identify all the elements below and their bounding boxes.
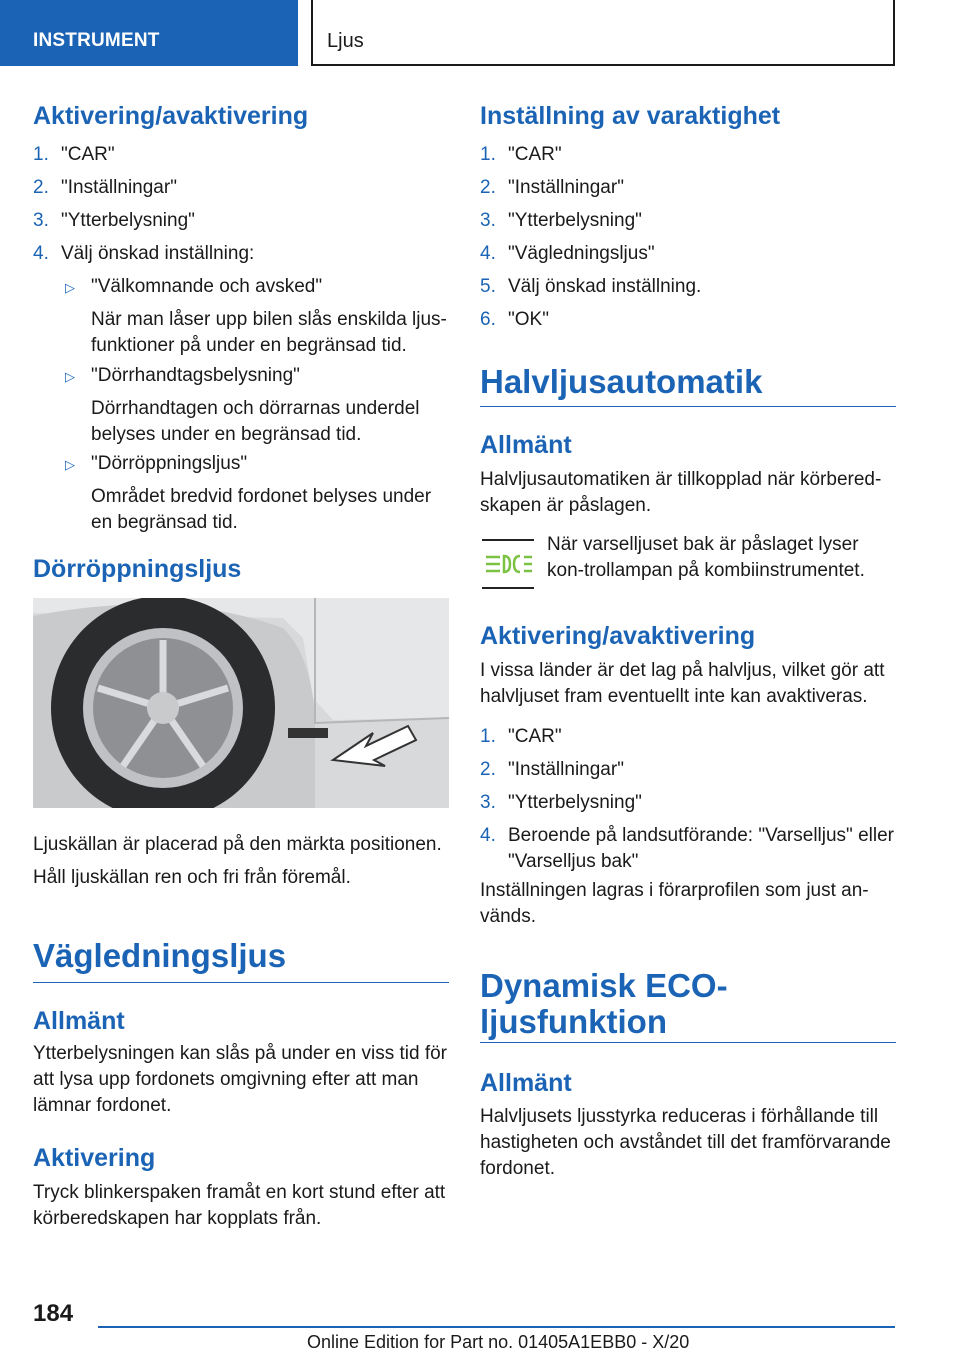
daytime-running-light-icon: [480, 536, 536, 592]
auto-low-activation-heading: Aktivering/avaktivering: [480, 622, 756, 650]
auto-low-heading: Halvljusautomatik: [480, 363, 763, 400]
eco-heading-line-2: ljusfunktion: [480, 1003, 667, 1040]
heading-rule: [480, 406, 896, 407]
eco-heading-line-1: Dynamisk ECO-: [480, 967, 728, 1004]
chapter-title: Ljus: [327, 30, 364, 52]
triangle-right-icon: ▷: [65, 457, 75, 472]
section-tab: [0, 0, 298, 66]
guide-light-heading: Vägledningsljus: [33, 937, 287, 974]
edition-footer: Online Edition for Part no. 01405A1EBB0 - X/20: [307, 1332, 690, 1352]
auto-low-general-text: Halvljusautomatiken är tillkopplad när körbered-skapen är påslagen.: [480, 469, 882, 517]
section-title: INSTRUMENT: [33, 30, 160, 51]
auto-low-note: Inställningen lagras i förarprofilen som just an-vänds.: [480, 880, 869, 928]
heading-rule: [33, 982, 449, 983]
guide-light-general-heading: Allmänt: [33, 1007, 125, 1035]
duration-heading: Inställning av varaktighet: [480, 102, 781, 130]
activation-heading: Aktivering/avaktivering: [33, 102, 309, 130]
heading-rule: [480, 1042, 896, 1043]
door-light-caption-2: Håll ljuskällan ren och fri från föremål.: [33, 867, 351, 888]
auto-low-activation-text: I vissa länder är det lag på halvljus, vilket gör att halvljuset fram eventuellt inte kan avaktiveras.: [480, 660, 885, 708]
page-number: 184: [33, 1300, 74, 1327]
wheel-photo: [33, 598, 449, 808]
eco-general-text: Halvljusets ljusstyrka reduceras i förhållande till hastigheten och avståndet till det framförvarande fordonet.: [480, 1106, 891, 1180]
triangle-right-icon: ▷: [65, 280, 75, 295]
triangle-right-icon: ▷: [65, 369, 75, 384]
footer-rule: [98, 1326, 895, 1328]
door-light-heading: Dörröppningsljus: [33, 555, 242, 583]
auto-low-lamp-text: När varselljuset bak är påslaget lyser kon-trollampan på kombiinstrumentet.: [547, 534, 865, 582]
door-light-caption-1: Ljuskällan är placerad på den märkta positionen.: [33, 834, 442, 855]
auto-low-general-heading: Allmänt: [480, 431, 572, 459]
chapter-tab: [311, 0, 895, 66]
guide-light-activation-text: Tryck blinkerspaken framåt en kort stund efter att körberedskapen har kopplats från.: [33, 1182, 446, 1230]
guide-light-general-text: Ytterbelysningen kan slås på under en viss tid för att lysa upp fordonets omgivning efter att man lämnar fordonet.: [33, 1043, 448, 1117]
eco-general-heading: Allmänt: [480, 1069, 572, 1097]
guide-light-activation-heading: Aktivering: [33, 1144, 156, 1172]
